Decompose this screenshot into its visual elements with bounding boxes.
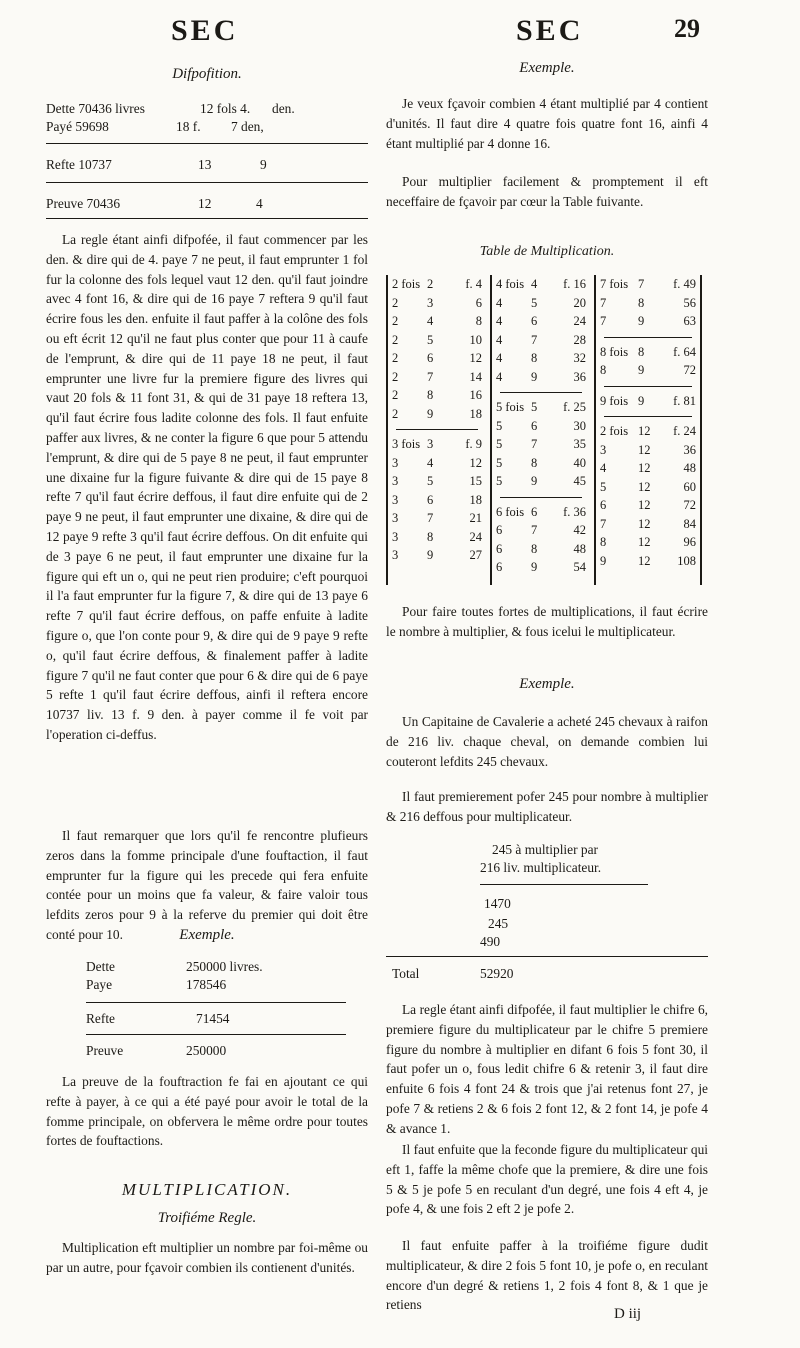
table-cell: 21 <box>469 511 482 525</box>
table-cell: 3 <box>392 511 399 525</box>
table-cell: 2 <box>392 351 399 365</box>
total-value: 52920 <box>480 966 514 981</box>
table-row <box>492 523 590 541</box>
table-cell: f. 4 <box>465 277 482 291</box>
table-cell: 8 fois <box>600 344 629 359</box>
table-cell: 3 fois <box>392 437 421 451</box>
table-cell: 8 <box>600 363 607 377</box>
table-cell: 10 <box>469 332 482 347</box>
table-column <box>594 275 702 585</box>
table-cell: 3 <box>392 455 399 470</box>
table-cell: 12 <box>638 442 651 457</box>
ledger-label: Preuve 70436 <box>46 196 121 211</box>
table-cell: 12 <box>638 553 651 568</box>
table-cell: f. 49 <box>673 277 696 291</box>
table-cell: 6 <box>496 541 503 556</box>
table-row <box>492 333 590 351</box>
table-row <box>388 407 486 425</box>
table-cell: 4 <box>496 332 503 347</box>
table-cell: 4 <box>600 461 607 475</box>
table-cell: 45 <box>573 474 586 488</box>
table-cell: f. 81 <box>673 393 696 408</box>
table-cell: 42 <box>573 523 586 537</box>
table-cell: 9 fois <box>600 393 629 408</box>
table-cell: 16 <box>469 388 482 402</box>
table-cell: 3 <box>427 295 434 310</box>
ledger-den: 9 <box>260 157 267 172</box>
paragraph: La preuve de la fouftraction fe fai en ajoutant ce qui refte à payer, à ce qui a été payé pour avoir le total de la fomme principale, on obfervera le même ordre pour toutes fortes de fouftactions. <box>46 1074 368 1149</box>
ledger-rule <box>86 1002 346 1003</box>
table-cell: 30 <box>573 418 586 433</box>
table-cell: 8 <box>638 295 645 310</box>
table-cell: f. 25 <box>563 400 586 414</box>
table-cell: 3 <box>392 529 399 544</box>
table-cell: 7 <box>600 295 607 310</box>
example-ledger <box>86 958 346 1070</box>
example-heading: Exemple. <box>519 676 575 692</box>
paragraph: Pour faire toutes fortes de multiplications, il faut écrire le nombre à multiplier, & fous icelui le multiplicateur. <box>386 604 708 639</box>
table-divider <box>500 497 582 498</box>
paragraph: Je veux fçavoir combien 4 étant multiplié par 4 contient d'unités. Il faut dire 4 quatre fois quatre font 16, ainfi 4 étant multiplié par 4 donne 16. <box>386 96 708 151</box>
left-running-head: SEC <box>171 14 239 47</box>
table-cell: 12 <box>469 351 482 365</box>
table-divider <box>604 416 692 417</box>
table-cell: 9 <box>638 393 645 408</box>
example-heading: Exemple. <box>519 60 575 76</box>
table-row <box>596 517 700 535</box>
table-cell: 12 <box>638 479 651 494</box>
ledger-row <box>46 100 368 119</box>
right-running-head: SEC <box>516 14 584 47</box>
table-cell: 36 <box>683 442 696 457</box>
table-row <box>388 511 486 529</box>
table-row <box>492 560 590 578</box>
ledger-label: Paye <box>86 977 113 992</box>
table-cell: 6 fois <box>496 504 525 519</box>
ledger-rule <box>86 1034 346 1035</box>
ledger-sols: 12 <box>198 196 212 211</box>
table-row <box>388 314 486 332</box>
table-cell: 108 <box>677 553 696 568</box>
rule-heading: Troifiéme Regle. <box>157 1210 257 1226</box>
table-cell: 12 <box>638 516 651 531</box>
table-row <box>596 296 700 314</box>
table-cell: 4 <box>496 295 503 310</box>
left-page <box>46 0 368 1348</box>
table-row <box>388 388 486 406</box>
ledger-value: 250000 livres. <box>186 959 263 974</box>
table-cell: f. 24 <box>673 424 696 438</box>
table-row <box>388 493 486 511</box>
table-cell: 40 <box>573 455 586 470</box>
table-cell: 8 <box>427 388 434 402</box>
table-cell: 4 fois <box>496 277 525 291</box>
paragraph: Il faut remarquer que lors qu'il fe rencontre plufieurs zeros dans la fomme principale d'une fouftaction, il faut emprunter fur la figure qui les precede qui fera enfuite contée pour un moins que fa valeur, & faire valoir tous lefdits zeros pour 9 à la referve du premier qui doit être conté pour 10. <box>46 828 368 942</box>
table-cell: 20 <box>573 295 586 310</box>
table-cell: f. 64 <box>673 344 696 359</box>
calc-rule <box>386 956 708 957</box>
paragraph: La regle étant ainfi difpofée, il faut multiplier le chifre 6, premiere figure du multiplicateur par le chifre 5 premiere figure du nombre à multiplier en difant 6 fois 5 font 30, il faut pofer un o, fous ledit chifre 6 & retenir 3, il faut dire enfuite 6 fois 4 font 24 & trois que j'ai retenus font 27, je pofe 7 & retiens 2 & 6 fois 2 font 12, & 2 font 14, je pofe 4 & avance 1. <box>386 1002 708 1136</box>
table-cell: 14 <box>469 369 482 384</box>
table-cell: 35 <box>573 437 586 451</box>
table-cell: 28 <box>573 332 586 347</box>
table-cell: 7 <box>427 369 434 384</box>
table-cell: 9 <box>600 553 607 568</box>
table-cell: 24 <box>469 529 482 544</box>
table-cell: 4 <box>496 369 503 384</box>
multiplication-table <box>386 275 708 585</box>
table-cell: 8 <box>600 535 607 549</box>
table-cell: 72 <box>683 363 696 377</box>
ledger-label: Dette <box>86 959 115 974</box>
table-cell: 4 <box>496 314 503 328</box>
table-cell: 5 <box>427 332 434 347</box>
table-cell: 6 <box>475 295 482 310</box>
table-cell: 5 <box>496 474 503 488</box>
table-row <box>388 370 486 388</box>
table-cell: 12 <box>638 461 651 475</box>
table-cell: 7 <box>600 516 607 531</box>
table-cell: 5 <box>496 437 503 451</box>
table-cell: f. 36 <box>563 504 586 519</box>
table-row <box>492 296 590 314</box>
right-page <box>386 0 708 1348</box>
table-cell: f. 9 <box>465 437 482 451</box>
table-cell: 2 <box>392 369 399 384</box>
table-row <box>388 351 486 369</box>
table-row <box>492 456 590 474</box>
table-cell: 3 <box>392 548 399 562</box>
calc-line: 245 à multiplier par <box>492 842 598 857</box>
table-cell: 36 <box>573 369 586 384</box>
table-cell: 27 <box>469 548 482 562</box>
table-cell: 2 <box>392 295 399 310</box>
ledger-den: 4 <box>256 196 263 211</box>
table-cell: 48 <box>573 541 586 556</box>
paragraph: Un Capitaine de Cavalerie a acheté 245 chevaux à raifon de 216 liv. chaque cheval, on demande combien lui couteront lefdits 245 chevaux. <box>386 714 708 769</box>
calc-rule <box>480 884 648 885</box>
partial-product: 490 <box>480 934 501 949</box>
table-cell: 7 <box>638 277 645 291</box>
ledger-label: Preuve <box>86 1043 124 1058</box>
table-cell: 18 <box>469 406 482 421</box>
table-cell: 2 <box>392 314 399 328</box>
table-cell: 7 <box>531 332 538 347</box>
ledger-row <box>46 118 368 137</box>
table-cell: 8 <box>531 351 538 365</box>
table-cell: 56 <box>683 295 696 310</box>
ledger-label: Refte 10737 <box>46 157 112 172</box>
table-row <box>492 542 590 560</box>
paragraph: Il faut premierement pofer 245 pour nombre à multiplier & 216 deffous pour multiplicateur. <box>386 789 708 824</box>
ledger-label: Payé 59698 <box>46 119 109 134</box>
table-row <box>596 363 700 381</box>
table-block-head <box>596 394 700 412</box>
table-cell: 4 <box>427 314 434 328</box>
ledger-row <box>86 976 346 995</box>
table-divider <box>500 392 582 393</box>
table-block-head <box>596 345 700 363</box>
ledger-rule <box>46 182 368 183</box>
table-cell: 84 <box>683 516 696 531</box>
table-cell: 2 <box>392 332 399 347</box>
table-cell: 12 <box>638 535 651 549</box>
table-cell: 9 <box>531 560 538 574</box>
table-column <box>386 275 486 585</box>
table-cell: 5 <box>496 418 503 433</box>
table-divider <box>604 337 692 338</box>
section-title: MULTIPLICATION. <box>121 1180 293 1199</box>
table-cell: 3 <box>392 474 399 488</box>
table-cell: 8 <box>475 314 482 328</box>
table-cell: 3 <box>427 437 434 451</box>
table-cell: 60 <box>683 479 696 494</box>
table-cell: 5 <box>496 455 503 470</box>
table-row <box>596 498 700 516</box>
table-row <box>596 314 700 332</box>
table-block-head <box>492 400 590 418</box>
table-cell: 96 <box>683 535 696 549</box>
paragraph: Il faut enfuite que la feconde figure du multiplicateur qui eft 1, faffe la même chofe que la premiere, & dire une fois 5 & 5 je pofe 5 en reculant d'un degré, une fois 4 eft 4, je pofe 4, & une fois 2 eft 2 je pofe 2. <box>386 1142 708 1217</box>
table-block-head <box>492 277 590 295</box>
table-cell: 32 <box>573 351 586 365</box>
table-row <box>596 535 700 553</box>
signature-mark: D iij <box>614 1306 642 1322</box>
table-cell: 9 <box>531 369 538 384</box>
partial-product: 245 <box>488 916 509 931</box>
table-cell: 72 <box>683 498 696 512</box>
table-cell: 63 <box>683 314 696 328</box>
table-cell: 2 <box>392 388 399 402</box>
ledger-sols: 12 fols 4. <box>200 101 251 116</box>
table-cell: 24 <box>573 314 586 328</box>
table-cell: 8 <box>638 344 645 359</box>
table-cell: 6 <box>427 351 434 365</box>
ledger-value: 178546 <box>186 977 227 992</box>
table-cell: 6 <box>531 314 538 328</box>
table-cell: 6 <box>496 523 503 537</box>
table-row <box>492 419 590 437</box>
table-cell: 5 <box>531 400 538 414</box>
table-cell: 6 <box>600 498 607 512</box>
table-divider <box>604 386 692 387</box>
table-row <box>388 548 486 566</box>
calc-line: 216 liv. multiplicateur. <box>480 860 602 875</box>
partial-product: 1470 <box>484 896 511 911</box>
ledger-value: 250000 <box>186 1043 227 1058</box>
table-cell: 8 <box>427 529 434 544</box>
table-row <box>492 351 590 369</box>
table-cell: 15 <box>469 474 482 488</box>
table-cell: 7 <box>600 314 607 328</box>
table-cell: 4 <box>496 351 503 365</box>
table-row <box>388 474 486 492</box>
table-cell: 8 <box>531 541 538 556</box>
ledger-value: 71454 <box>196 1011 230 1026</box>
table-cell: 54 <box>573 560 586 574</box>
table-column <box>490 275 590 585</box>
table-cell: 2 <box>427 277 434 291</box>
table-block-head <box>492 505 590 523</box>
page-number: 29 <box>674 14 700 43</box>
table-cell: 5 fois <box>496 400 525 414</box>
ledger-sols: 13 <box>198 157 212 172</box>
table-cell: 6 <box>496 560 503 574</box>
table-row <box>492 474 590 492</box>
ledger-row <box>86 1010 346 1029</box>
table-cell: 2 <box>392 406 399 421</box>
table-row <box>492 370 590 388</box>
table-cell: 9 <box>638 314 645 328</box>
table-row <box>596 461 700 479</box>
paragraph: Il faut enfuite paffer à la troifiéme figure dudit multiplicateur, & dire 2 fois 5 font 10, je pofe o, en reculant encore d'un degré & retiens 1, 2 fois 4 font 8, & 1 que je retiens <box>386 1238 708 1313</box>
table-row <box>492 437 590 455</box>
table-cell: 7 fois <box>600 277 629 291</box>
table-cell: 12 <box>638 498 651 512</box>
ledger-sols: 18 f. <box>176 119 201 134</box>
ledger-den: 7 den, <box>231 119 264 134</box>
table-row <box>388 296 486 314</box>
table-cell: 3 <box>600 442 607 457</box>
ledger-row <box>46 156 368 175</box>
table-row <box>596 480 700 498</box>
multiplication-calculation <box>386 842 708 992</box>
table-cell: f. 16 <box>563 277 586 291</box>
table-cell: 2 fois <box>600 424 629 438</box>
table-row <box>492 314 590 332</box>
table-divider <box>396 429 478 430</box>
table-cell: 18 <box>469 492 482 507</box>
paragraph: Pour multiplier facilement & promptement il eft neceffaire de fçavoir par cœur la Table fuivante. <box>386 174 708 209</box>
table-row <box>388 530 486 548</box>
ledger-den: den. <box>272 101 295 116</box>
table-cell: 4 <box>531 277 538 291</box>
table-cell: 7 <box>531 523 538 537</box>
table-cell: 5 <box>427 474 434 488</box>
table-cell: 5 <box>600 479 607 494</box>
ledger-rule <box>46 143 368 144</box>
paragraph: Multiplication eft multiplier un nombre par foi-même ou par un autre, pour fçavoir combien ils contienent d'unités. <box>46 1240 368 1275</box>
table-cell: 6 <box>531 504 538 519</box>
table-cell: 8 <box>531 455 538 470</box>
table-cell: 12 <box>638 424 651 438</box>
table-cell: 3 <box>392 492 399 507</box>
ledger-label: Refte <box>86 1011 115 1026</box>
table-block-head <box>596 277 700 295</box>
table-row <box>388 456 486 474</box>
table-block-head <box>596 424 700 442</box>
table-cell: 6 <box>531 418 538 433</box>
table-row <box>388 333 486 351</box>
table-cell: 7 <box>531 437 538 451</box>
table-heading: Table de Multiplication. <box>479 244 615 259</box>
table-row <box>596 443 700 461</box>
ledger-row <box>46 195 368 214</box>
table-row <box>596 554 700 572</box>
table-cell: 48 <box>683 461 696 475</box>
table-cell: 7 <box>427 511 434 525</box>
table-cell: 2 fois <box>392 277 421 291</box>
ledger-row <box>86 958 346 977</box>
table-cell: 9 <box>531 474 538 488</box>
table-cell: 12 <box>469 455 482 470</box>
ledger-rule <box>46 218 368 219</box>
example-heading: Exemple. <box>179 927 235 943</box>
table-cell: 5 <box>531 295 538 310</box>
ledger-label: Dette 70436 livres <box>46 101 145 116</box>
ledger-row <box>86 1042 346 1061</box>
table-cell: 4 <box>427 455 434 470</box>
table-cell: 9 <box>427 548 434 562</box>
table-block-head <box>388 437 486 455</box>
table-cell: 6 <box>427 492 434 507</box>
table-cell: 9 <box>427 406 434 421</box>
total-label: Total <box>392 966 420 981</box>
disposition-heading: Difpofition. <box>172 66 242 82</box>
table-block-head <box>388 277 486 295</box>
table-cell: 9 <box>638 363 645 377</box>
paragraph: La regle étant ainfi difpofée, il faut commencer par les den. & dire qui de 4. paye 7 ne peut, il faut emprunter 1 fol fur la colonne des fols lequel vaut 12 den. qu'il faut joindre avec 4 font 16, & dire qui de 16 paye 7 reftera 9 qu'il faut écrire fous les den. enfuite il faut paffer à la colône des fols ou eft écrit 12 qu'il ne faut plus conter que pour 11 à caufe de l'emprunt, & dire qui de 11 paye 18 ne peut, il faut emprunter une livre fur la premiere figure des livres qui vaut 20 fols & 11 font 31, & qui de 31 paye 18 reftera 13, qu'il faut écrire fous ladite colonne des fols. Il faut enfuite paffer aux livres, & ne conter la figure 6 que pour 5 attendu l'emprunt, & dire qui de 5 paye 8 ne peut, il faut emprunter une dixaine fur la figure fuivante & dire qui de 15 paye 8 refte 7 qu'il faut écrire deffous, il faut dire enfuite qui de 2 paye 9 ne peut, il faut emprunter une dixaine, & dire qui de 12 paye 9 refte 3 qu'il faut écrire deffous. On dit enfuite qui de 3 paye 6 ne peut, il faut emprunter une dixaine fur la figure qui eft un o, qui ne peut rien produire; c'eft pourquoi il l'a faut emprunter fur la figure 7, & dire qui de 13 paye 6 refte 7 qu'il faut écrire deffous, on paffe enfuite à ladite figure o, que l'on conte pour 9, & dire qui de 9 paye 9 refte o, qu'il faut écrire deffous, & finalement paffer à ladite figure 7 qu'il ne faut conter que pour 6 & dire qui de 6 paye 5 refte 1 qu'il faut écrire deffous, ainfi il reftera encore 10737 liv. 13 f. 9 den. à payer comme il fe voit par l'operation ci-deffus. <box>46 232 368 742</box>
subtraction-ledger <box>46 100 368 220</box>
